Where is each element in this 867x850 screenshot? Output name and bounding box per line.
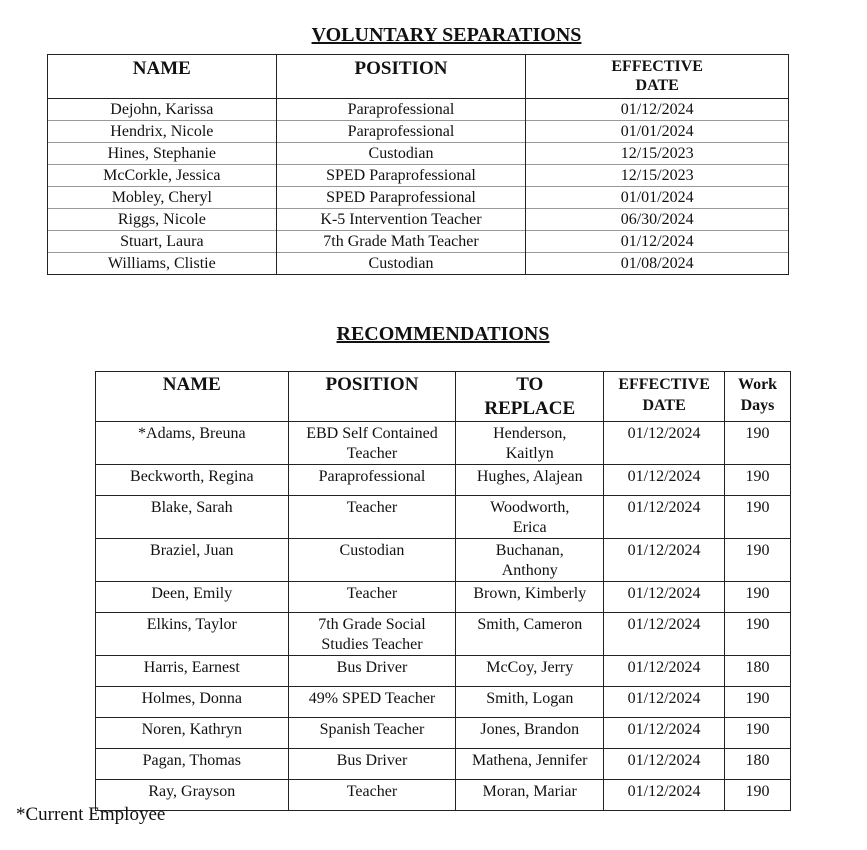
recommendations-header-replace-2: REPLACE	[484, 398, 576, 419]
recommendation-position-cell-line: EBD Self Contained	[306, 425, 438, 442]
recommendation-replace-cell-line: Kaitlyn	[505, 445, 554, 462]
recommendation-name-cell-line: Noren, Kathryn	[141, 721, 242, 738]
recommendation-days-cell	[725, 465, 791, 496]
separations-title: VOLUNTARY SEPARATIONS	[311, 24, 582, 46]
recommendation-date-cell-line: 01/12/2024	[627, 616, 701, 633]
recommendation-position-cell	[288, 687, 456, 718]
recommendation-position-cell-line: Teacher	[346, 499, 398, 516]
recommendation-days-cell-line: 190	[745, 425, 770, 442]
recommendation-name-cell	[96, 582, 289, 613]
recommendation-days-cell-line: 190	[745, 542, 770, 559]
separation-date-cell: 01/12/2024	[526, 231, 789, 253]
separation-position-cell: Paraprofessional	[276, 121, 526, 143]
recommendation-replace-cell-line: Buchanan,	[495, 542, 564, 559]
table-row	[96, 465, 791, 496]
recommendation-days-cell	[725, 656, 791, 687]
separation-date-cell: 01/01/2024	[526, 187, 789, 209]
recommendation-name-cell-line: Ray, Grayson	[148, 783, 236, 800]
separation-position-cell: K-5 Intervention Teacher	[276, 209, 526, 231]
recommendation-replace-cell	[456, 656, 604, 687]
recommendation-replace-cell	[456, 718, 604, 749]
separations-header-position: POSITION	[276, 55, 526, 99]
recommendation-days-cell	[725, 749, 791, 780]
recommendation-days-cell-line: 190	[745, 616, 770, 633]
recommendation-date-cell	[604, 613, 725, 656]
separation-name-cell: Dejohn, Karissa	[48, 99, 277, 121]
recommendation-position-cell	[288, 780, 456, 811]
recommendation-days-cell-line: 190	[745, 499, 770, 516]
footnote: *Current Employee	[16, 804, 166, 825]
separation-name-cell: Stuart, Laura	[48, 231, 277, 253]
recommendation-date-cell-line: 01/12/2024	[627, 752, 701, 769]
recommendation-days-cell	[725, 613, 791, 656]
recommendations-header-work-days	[725, 372, 791, 422]
recommendation-position-cell	[288, 465, 456, 496]
recommendation-days-cell-line: 180	[745, 659, 770, 676]
recommendation-date-cell	[604, 749, 725, 780]
recommendation-name-cell	[96, 613, 289, 656]
recommendation-date-cell	[604, 422, 725, 465]
table-row	[96, 582, 791, 613]
recommendation-position-cell	[288, 613, 456, 656]
recommendation-days-cell-line: 180	[745, 752, 770, 769]
table-row	[48, 187, 789, 209]
recommendation-days-cell	[725, 718, 791, 749]
table-row	[96, 539, 791, 582]
separation-name-cell: Riggs, Nicole	[48, 209, 277, 231]
recommendation-date-cell	[604, 687, 725, 718]
recommendation-days-cell-line: 190	[745, 468, 770, 485]
recommendation-name-cell	[96, 687, 289, 718]
separation-name-cell: Hines, Stephanie	[48, 143, 277, 165]
table-row	[48, 99, 789, 121]
recommendation-name-cell-line: Blake, Sarah	[150, 499, 233, 516]
recommendation-replace-cell-line: Erica	[512, 519, 547, 536]
recommendation-position-cell	[288, 749, 456, 780]
separations-header-effective-date	[526, 55, 789, 99]
separation-position-cell: Custodian	[276, 253, 526, 275]
recommendation-name-cell-line: *Adams, Breuna	[138, 425, 246, 442]
recommendation-replace-cell-line: Mathena, Jennifer	[472, 752, 588, 769]
recommendation-days-cell-line: 190	[745, 783, 770, 800]
recommendation-days-cell	[725, 780, 791, 811]
separations-header-effective: EFFECTIVE	[611, 58, 703, 75]
separation-position-cell: 7th Grade Math Teacher	[276, 231, 526, 253]
recommendation-replace-cell-line: Moran, Mariar	[482, 783, 577, 800]
recommendation-name-cell-line: Deen, Emily	[151, 585, 233, 602]
recommendation-replace-cell	[456, 749, 604, 780]
recommendation-replace-cell-line: McCoy, Jerry	[486, 659, 574, 676]
table-row	[96, 613, 791, 656]
recommendation-replace-cell-line: Smith, Cameron	[477, 616, 583, 633]
recommendation-name-cell	[96, 496, 289, 539]
recommendations-header-effective-date	[604, 372, 725, 422]
recommendation-date-cell	[604, 718, 725, 749]
recommendation-replace-cell-line: Brown, Kimberly	[473, 585, 587, 602]
recommendation-date-cell-line: 01/12/2024	[627, 690, 701, 707]
recommendation-date-cell-line: 01/12/2024	[627, 783, 701, 800]
recommendation-name-cell	[96, 749, 289, 780]
recommendation-position-cell-line: Studies Teacher	[321, 636, 423, 653]
recommendation-position-cell-line: Teacher	[346, 585, 398, 602]
recommendations-header-row	[96, 372, 791, 422]
recommendation-position-cell	[288, 656, 456, 687]
recommendation-replace-cell-line: Woodworth,	[490, 499, 570, 516]
recommendation-position-cell-line: 7th Grade Social	[318, 616, 426, 633]
separation-name-cell: McCorkle, Jessica	[48, 165, 277, 187]
recommendation-name-cell-line: Beckworth, Regina	[130, 468, 254, 485]
recommendation-position-cell	[288, 539, 456, 582]
separations-header-name: NAME	[48, 55, 277, 99]
table-row	[48, 253, 789, 275]
separation-position-cell: SPED Paraprofessional	[276, 187, 526, 209]
recommendation-days-cell	[725, 539, 791, 582]
recommendation-position-cell-line: Bus Driver	[336, 659, 408, 676]
recommendation-days-cell	[725, 582, 791, 613]
recommendation-date-cell-line: 01/12/2024	[627, 659, 701, 676]
recommendation-position-cell-line: Bus Driver	[336, 752, 408, 769]
recommendation-replace-cell	[456, 687, 604, 718]
recommendations-header-name: NAME	[96, 372, 289, 422]
recommendation-date-cell-line: 01/12/2024	[627, 468, 701, 485]
recommendations-header-days: Days	[740, 397, 775, 414]
recommendation-position-cell-line: Teacher	[346, 783, 398, 800]
recommendation-replace-cell	[456, 613, 604, 656]
table-row	[96, 496, 791, 539]
recommendation-date-cell	[604, 465, 725, 496]
recommendation-position-cell	[288, 422, 456, 465]
recommendation-position-cell	[288, 496, 456, 539]
separations-header-date: DATE	[635, 77, 679, 94]
recommendation-replace-cell	[456, 539, 604, 582]
table-row	[96, 718, 791, 749]
recommendation-position-cell-line: Teacher	[346, 445, 398, 462]
recommendation-replace-cell-line: Smith, Logan	[486, 690, 574, 707]
recommendation-date-cell-line: 01/12/2024	[627, 721, 701, 738]
separation-position-cell: SPED Paraprofessional	[276, 165, 526, 187]
separations-header-row	[48, 55, 789, 99]
recommendation-days-cell-line: 190	[745, 690, 770, 707]
separation-name-cell: Williams, Clistie	[48, 253, 277, 275]
recommendation-date-cell-line: 01/12/2024	[627, 499, 701, 516]
separation-name-cell: Mobley, Cheryl	[48, 187, 277, 209]
recommendation-date-cell-line: 01/12/2024	[627, 585, 701, 602]
separation-position-cell: Custodian	[276, 143, 526, 165]
separation-date-cell: 12/15/2023	[526, 165, 789, 187]
recommendation-name-cell	[96, 465, 289, 496]
recommendation-date-cell-line: 01/12/2024	[627, 542, 701, 559]
recommendation-position-cell-line: Paraprofessional	[318, 468, 426, 485]
recommendation-days-cell	[725, 422, 791, 465]
recommendation-days-cell	[725, 687, 791, 718]
table-row	[96, 422, 791, 465]
table-row	[48, 121, 789, 143]
recommendation-name-cell	[96, 718, 289, 749]
table-row	[48, 209, 789, 231]
separation-position-cell: Paraprofessional	[276, 99, 526, 121]
table-row	[96, 656, 791, 687]
table-row	[48, 165, 789, 187]
recommendations-header-to-replace	[456, 372, 604, 422]
recommendation-date-cell	[604, 656, 725, 687]
recommendations-title: RECOMMENDATIONS	[336, 323, 550, 345]
table-row	[96, 687, 791, 718]
separation-date-cell: 01/08/2024	[526, 253, 789, 275]
recommendation-date-cell	[604, 582, 725, 613]
recommendations-table	[95, 371, 791, 811]
separations-table	[47, 54, 789, 275]
recommendation-replace-cell-line: Anthony	[501, 562, 558, 579]
recommendation-name-cell	[96, 539, 289, 582]
table-row	[96, 780, 791, 811]
recommendation-replace-cell	[456, 582, 604, 613]
recommendation-position-cell-line: Spanish Teacher	[319, 721, 425, 738]
recommendation-replace-cell	[456, 780, 604, 811]
recommendation-name-cell-line: Braziel, Juan	[150, 542, 234, 559]
recommendations-header-replace-1: TO	[516, 374, 544, 395]
recommendation-name-cell-line: Pagan, Thomas	[142, 752, 241, 769]
separation-date-cell: 06/30/2024	[526, 209, 789, 231]
recommendation-position-cell-line: Custodian	[339, 542, 405, 559]
separation-date-cell: 01/01/2024	[526, 121, 789, 143]
recommendation-name-cell	[96, 656, 289, 687]
recommendation-replace-cell-line: Hughes, Alajean	[476, 468, 583, 485]
table-row	[48, 231, 789, 253]
recommendation-days-cell-line: 190	[745, 721, 770, 738]
recommendations-header-position: POSITION	[288, 372, 456, 422]
separation-name-cell: Hendrix, Nicole	[48, 121, 277, 143]
recommendation-position-cell	[288, 718, 456, 749]
recommendations-header-work: Work	[737, 376, 778, 393]
recommendations-header-date: DATE	[642, 397, 686, 414]
recommendation-date-cell	[604, 496, 725, 539]
recommendation-date-cell	[604, 780, 725, 811]
separation-date-cell: 01/12/2024	[526, 99, 789, 121]
recommendation-date-cell-line: 01/12/2024	[627, 425, 701, 442]
recommendation-position-cell-line: 49% SPED Teacher	[308, 690, 436, 707]
recommendation-name-cell	[96, 422, 289, 465]
recommendations-header-effective: EFFECTIVE	[618, 376, 710, 393]
recommendation-replace-cell	[456, 465, 604, 496]
recommendation-date-cell	[604, 539, 725, 582]
table-row	[96, 749, 791, 780]
recommendation-name-cell-line: Holmes, Donna	[141, 690, 242, 707]
recommendation-replace-cell	[456, 496, 604, 539]
recommendation-days-cell	[725, 496, 791, 539]
recommendation-name-cell-line: Elkins, Taylor	[146, 616, 237, 633]
recommendation-replace-cell-line: Henderson,	[493, 425, 567, 442]
recommendation-replace-cell	[456, 422, 604, 465]
separation-date-cell: 12/15/2023	[526, 143, 789, 165]
recommendation-name-cell-line: Harris, Earnest	[143, 659, 240, 676]
table-row	[48, 143, 789, 165]
recommendation-days-cell-line: 190	[745, 585, 770, 602]
recommendation-replace-cell-line: Jones, Brandon	[480, 721, 580, 738]
recommendation-position-cell	[288, 582, 456, 613]
